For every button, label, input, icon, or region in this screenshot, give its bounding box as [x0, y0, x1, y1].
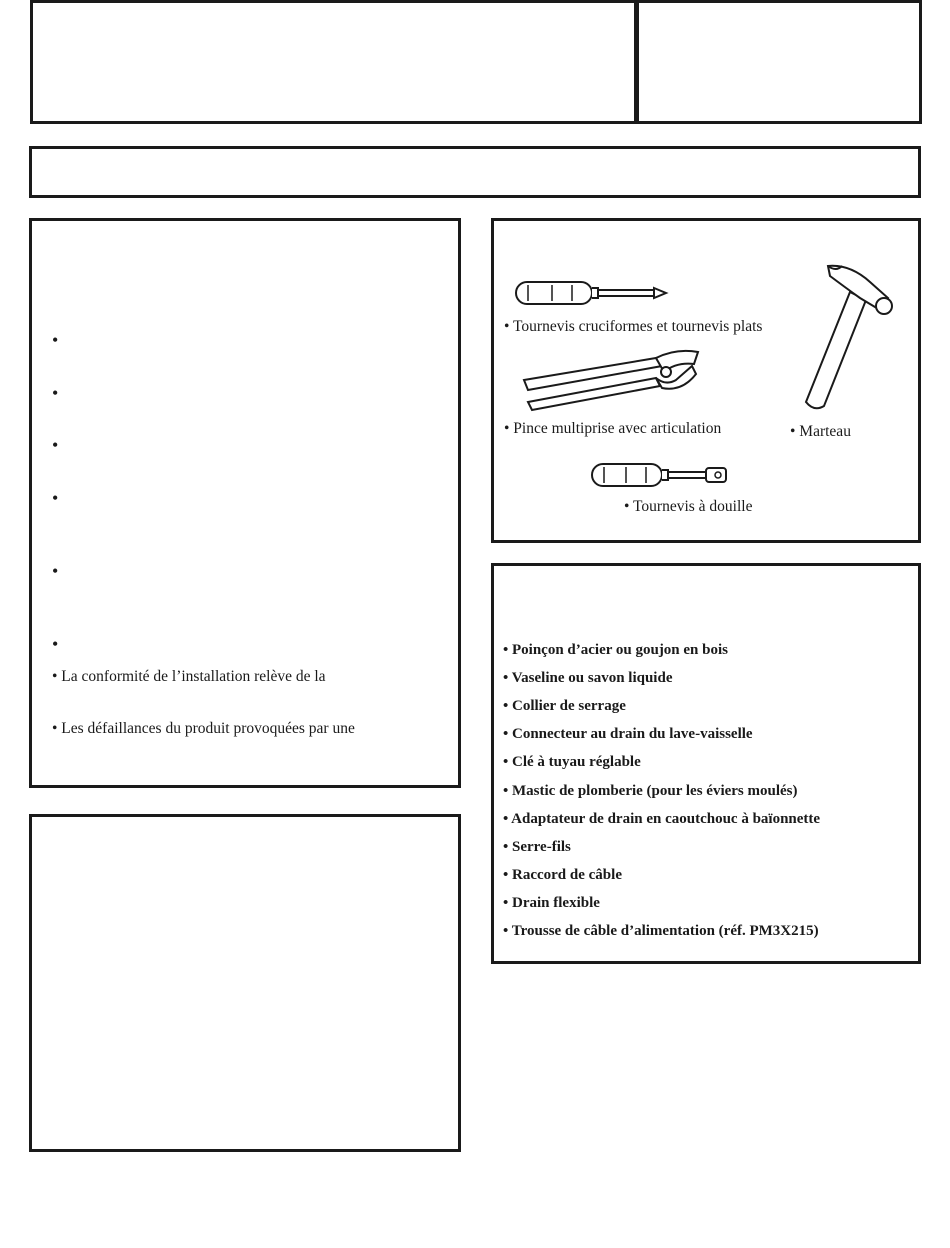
bullet-marker: •: [52, 435, 59, 455]
bullet-marker: •: [52, 330, 59, 350]
screwdriver-icon: [512, 278, 672, 308]
nut-driver-icon: [588, 460, 738, 490]
tool-label-hammer: • Marteau: [790, 423, 851, 440]
header-side-box: [636, 0, 922, 124]
material-item: • Collier de serrage: [503, 698, 626, 715]
left-empty-box: [29, 814, 461, 1152]
bullet-marker: •: [52, 383, 59, 403]
hammer-icon: [800, 262, 900, 412]
material-item: • Clé à tuyau réglable: [503, 754, 641, 771]
material-item: • Serre-fils: [503, 838, 571, 855]
banner-box: [29, 146, 921, 198]
material-item: • Adaptateur de drain en caoutchouc à baïonnette: [503, 810, 821, 827]
material-item: • Trousse de câble d’alimentation (réf. PM3X215): [503, 923, 819, 939]
bullet-marker: •: [52, 561, 59, 581]
tool-label-pliers: • Pince multiprise avec articulation: [504, 420, 722, 437]
product-failure-note: • Les défaillances du produit provoquées par une: [52, 720, 355, 737]
material-item: • Poinçon d’acier ou goujon en bois: [503, 642, 728, 658]
bullet-marker: •: [52, 634, 59, 654]
pliers-icon: [516, 346, 706, 416]
header-title-box: [30, 0, 637, 124]
material-item: • Mastic de plomberie (pour les éviers moulés): [503, 782, 798, 799]
tool-label-screwdrivers: • Tournevis cruciformes et tournevis plats: [504, 318, 763, 335]
material-item: • Raccord de câble: [503, 866, 622, 883]
material-item: • Connecteur au drain du lave-vaisselle: [503, 726, 753, 743]
compliance-note: • La conformité de l’installation relève de la: [52, 668, 326, 685]
bullet-marker: •: [52, 488, 59, 508]
material-item: • Vaseline ou savon liquide: [503, 670, 673, 687]
left-info-box: [29, 218, 461, 788]
material-item: • Drain flexible: [503, 894, 600, 911]
tool-label-nut-driver: • Tournevis à douille: [624, 498, 753, 515]
